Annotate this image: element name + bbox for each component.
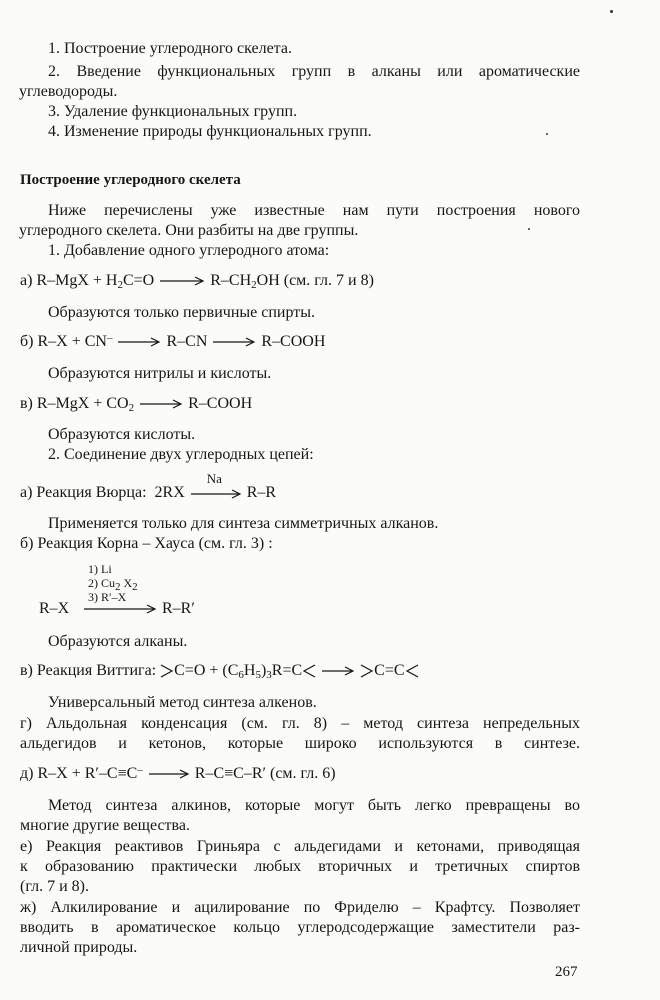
list-item-2-line-1: 2. Введение функциональных групп в алканы или ароматические [48, 63, 580, 80]
alkyne-note-line-2: многие другие вещества. [20, 817, 190, 834]
wittig-note: Универсальный метод синтеза алкенов. [48, 694, 317, 711]
superscript: – [106, 332, 113, 344]
wurtz-reagent: Na [206, 471, 222, 486]
formula-part: R′–C≡C [84, 765, 138, 782]
list-item-1: 1. Построение углеродного скелета. [48, 40, 292, 57]
friedel-crafts-line-1: ж) Алкилирование и ацилирование по Фриделю – Крафтсу. Позволяет [20, 899, 580, 916]
wurtz-reactant: 2RX [154, 484, 185, 501]
reaction-arrow-icon [147, 769, 191, 779]
reaction-b-label: б) [20, 333, 34, 350]
reaction-b-reactant-1: R–X [37, 333, 68, 350]
formula-part: H [243, 662, 256, 679]
plus-sign: + [71, 765, 81, 782]
wurtz-reaction [20, 471, 277, 503]
formula-part: CN [84, 333, 107, 350]
subscript: 6 [238, 669, 244, 681]
formula-part: X [123, 576, 133, 590]
list-item-2-line-2: углеводороды. [19, 83, 118, 100]
reaction-c-note: Образуются кислоты. [48, 426, 196, 443]
reaction-arrow-icon [189, 489, 243, 499]
reaction-arrow-icon [82, 604, 158, 614]
intro-line-2: углеродного скелета. Они разбиты на две группы. [19, 222, 359, 239]
subscript: 2 [128, 402, 135, 414]
wurtz-label: а) Реакция Вюрца: [20, 484, 147, 501]
scan-speck [546, 133, 548, 135]
page-number: 267 [555, 964, 578, 980]
alkyne-reactant-1: R–X [37, 765, 68, 782]
reaction-b-note: Образуются нитрилы и кислоты. [48, 365, 272, 382]
reaction-a-label: а) [20, 272, 33, 289]
wittig-product: C=C [374, 662, 405, 679]
corey-house-reactant: R–X [39, 600, 70, 617]
corey-house-reagent-3: 3) R′–X [88, 590, 127, 604]
scan-speck [610, 10, 613, 13]
plus-sign: + [209, 662, 219, 679]
wurtz-note: Применяется только для синтеза симметричных алканов. [48, 515, 439, 532]
reaction-b [20, 332, 325, 352]
reaction-a [20, 271, 374, 291]
friedel-crafts-line-2: вводить в ароматическое кольцо углеродсодержащие заместители раз- [20, 919, 580, 936]
reaction-a-reactant-1: R–MgX [36, 272, 89, 289]
formula-part: H [105, 272, 118, 289]
reaction-arrow-icon [138, 399, 184, 409]
aldol-line-2: альдегидов и кетонов, которые широко используются в синтезе. [20, 735, 580, 752]
formula-part: 2) Cu [88, 576, 115, 590]
corey-house-reagent-1: 1) Li [88, 562, 112, 576]
list-item-3: 3. Удаление функциональных групп. [48, 103, 298, 120]
reaction-a-product [210, 272, 280, 289]
formula-part: OH [256, 272, 280, 289]
wittig-reaction [20, 661, 419, 681]
aldol-line-1: г) Альдольная конденсация (см. гл. 8) – метод синтеза непредельных [20, 715, 580, 732]
section-heading: Построение углеродного скелета [20, 172, 241, 188]
bond-fork-left-icon [160, 663, 174, 679]
intro-line-1: Ниже перечислены уже известные нам пути построения нового [48, 202, 580, 219]
grignard-line-1: е) Реакция реактивов Гриньяра с альдегидами и кетонами, приводящая [20, 838, 580, 855]
reaction-a-reactant-2 [106, 272, 154, 289]
wurtz-arrow [189, 471, 243, 497]
plus-sign: + [92, 272, 102, 289]
corey-house-reagent-2 [88, 576, 138, 593]
group-1-heading: 1. Добавление одного углеродного атома: [48, 242, 330, 259]
reaction-arrow-icon [116, 337, 162, 347]
bond-fork-right-icon [405, 663, 419, 679]
reaction-arrow-icon [158, 276, 206, 286]
group-2-heading: 2. Соединение двух углеродных цепей: [48, 446, 314, 463]
corey-house-note: Образуются алканы. [48, 633, 188, 650]
alkyne-reference: (см. гл. 6) [270, 765, 336, 782]
superscript: – [137, 764, 143, 776]
subscript: 3 [266, 669, 272, 681]
wittig-reactant-2 [222, 662, 302, 679]
corey-house-product: R–R′ [162, 600, 195, 617]
subscript: 5 [255, 669, 261, 681]
subscript: 2 [117, 279, 123, 291]
reaction-b-product: R–COOH [261, 333, 326, 350]
reaction-b-reactant-2 [85, 333, 113, 350]
reaction-a-note: Образуются только первичные спирты. [48, 304, 315, 321]
wittig-label: в) Реакция Виттига: [20, 662, 157, 679]
formula-part: R–CH [210, 272, 252, 289]
plus-sign: + [71, 333, 81, 350]
scan-speck [528, 228, 530, 230]
reaction-c-label: в) [20, 395, 33, 412]
wurtz-product: R–R [246, 484, 277, 501]
formula-part: C=O [122, 272, 155, 289]
reaction-c-reactant-2 [106, 395, 134, 412]
bond-fork-left-icon [360, 663, 374, 679]
alkyne-label: д) [20, 765, 34, 782]
friedel-crafts-line-3: личной природы. [20, 939, 138, 956]
list-item-4: 4. Изменение природы функциональных групп. [48, 123, 372, 140]
alkyne-product: R–C≡C–R′ [194, 765, 266, 782]
grignard-line-2: к образованию практически любых вторичных и третичных спиртов [20, 858, 580, 875]
subscript: 2 [132, 581, 138, 593]
reaction-b-intermediate: R–CN [166, 333, 208, 350]
reaction-arrow-icon [320, 666, 356, 676]
alkyne-note-line-1: Метод синтеза алкинов, которые могут быть легко превращены во [48, 797, 580, 814]
formula-part: CO [106, 395, 129, 412]
formula-part: (C [222, 662, 239, 679]
grignard-line-3: (гл. 7 и 8). [20, 878, 89, 895]
corey-house-label: б) Реакция Корна – Хауса (см. гл. 3) : [20, 535, 273, 552]
reaction-c [20, 394, 252, 414]
formula-part: ) [260, 662, 267, 679]
bond-fork-right-icon [302, 663, 316, 679]
reaction-c-reactant-1: R–MgX [36, 395, 90, 412]
plus-sign: + [93, 395, 103, 412]
wittig-reactant-1: C=O [174, 662, 206, 679]
formula-part: R=C [271, 662, 303, 679]
reaction-c-product: R–COOH [188, 395, 253, 412]
reaction-arrow-icon [211, 337, 257, 347]
subscript: 2 [115, 581, 121, 593]
alkyne-reactant-2 [85, 765, 143, 782]
reaction-a-reference: (см. гл. 7 и 8) [283, 272, 374, 289]
alkyne-reaction [20, 764, 336, 784]
subscript: 2 [251, 279, 257, 291]
